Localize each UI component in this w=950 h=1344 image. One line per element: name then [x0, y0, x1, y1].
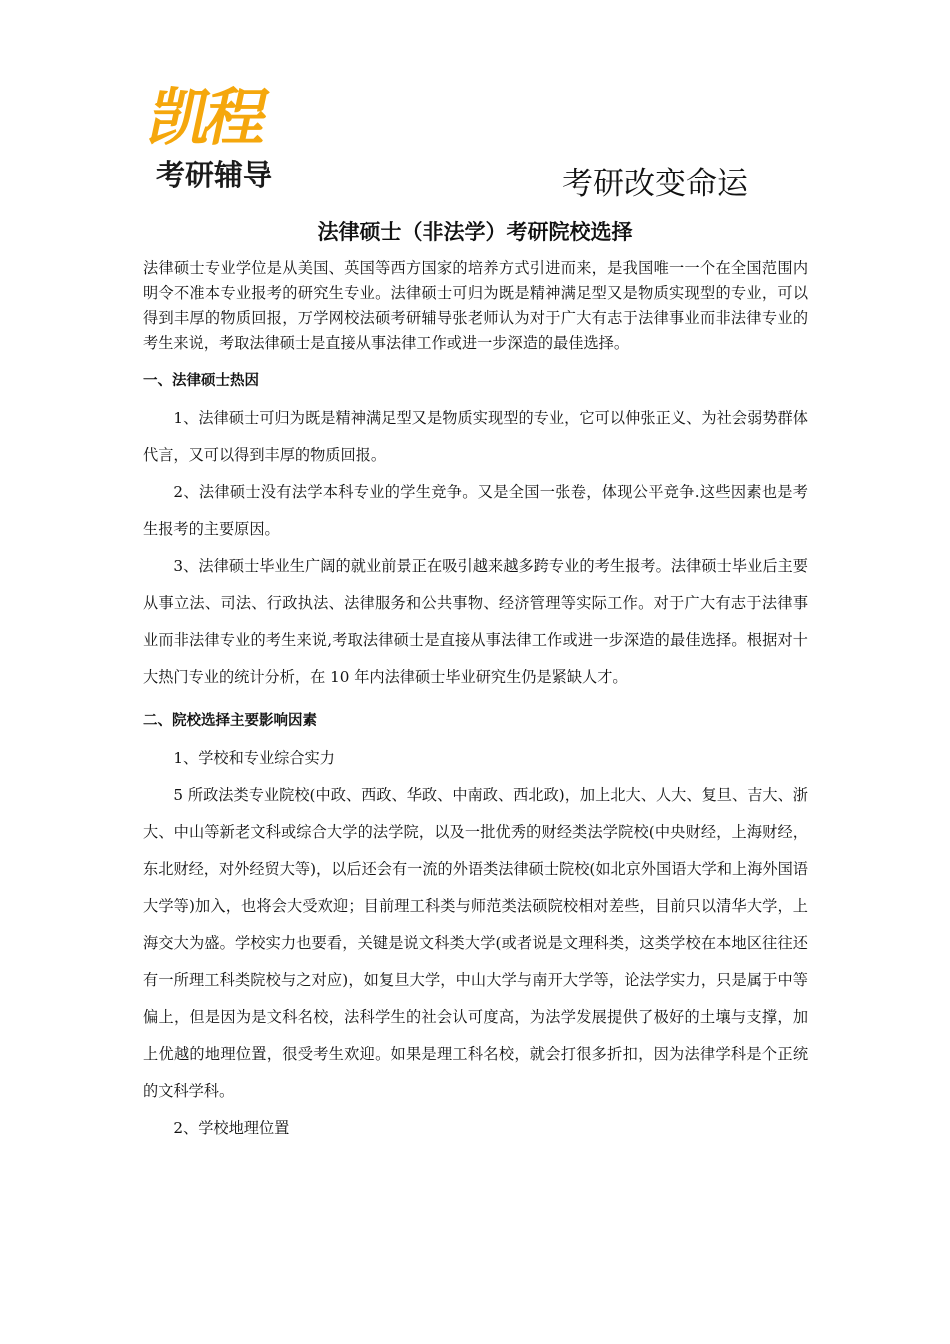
section2-body-1: 5 所政法类专业院校(中政、西政、华政、中南政、西北政)，加上北大、人大、复旦、吉大、浙大、中山等新老文科或综合大学的法学院，以及一批优秀的财经类法学院校(中央财经，上海财经，东北财经，对外经贸大等)，以后还会有一流的外语类法律硕士院校(如北京外国语大学和上海外国语大学等)加入，也将会大受欢迎；目前理工科类与师范类法硕院校相对差些，目前只以清华大学，上海交大为盛。学校实力也要看，关键是说文科类大学(或者说是文理科类，这类学校在本地区往往还有一所理工科类院校与之对应)，如复旦大学，中山大学与南开大学等，论法学实力，只是属于中等偏上，但是因为是文科名校，法科学生的社会认可度高，为法学发展提供了极好的土壤与支撑，加上优越的地理位置，很受考生欢迎。如果是理工科名校，就会打很多折扣，因为法律学科是个正统的文科学科。: [143, 786, 808, 1100]
logo-brand-mark: 凯程: [142, 81, 270, 154]
section2-subheading-1: 1、学校和专业综合实力: [173, 749, 335, 767]
section-heading-2: 二、院校选择主要影响因素: [143, 713, 317, 729]
logo: [142, 78, 302, 194]
logo-subtitle: 考研辅导: [156, 158, 273, 192]
section2-subheading-2: 2、学校地理位置: [173, 1119, 290, 1137]
section1-item-1: 1、法律硕士可归为既是精神满足型又是物质实现型的专业，它可以伸张正义、为社会弱势群体代言，又可以得到丰厚的物质回报。: [143, 409, 808, 464]
document-body: [143, 256, 808, 1147]
intro-paragraph: 法律硕士专业学位是从美国、英国等西方国家的培养方式引进而来，是我国唯一一个在全国范围内明令不准本专业报考的研究生专业。法律硕士可归为既是精神满足型又是物质实现型的专业，可以得到丰厚的物质回报，万学网校法硕考研辅导张老师认为对于广大有志于法律事业而非法律专业的考生来说，考取法律硕士是直接从事法律工作或进一步深造的最佳选择。: [143, 259, 808, 352]
slogan: 考研改变命运: [562, 166, 748, 202]
section-heading-1: 一、法律硕士热因: [143, 373, 259, 389]
document-title: 法律硕士（非法学）考研院校选择: [317, 220, 633, 244]
section1-item-3: 3、法律硕士毕业生广阔的就业前景正在吸引越来越多跨专业的考生报考。法律硕士毕业后主要从事立法、司法、行政执法、法律服务和公共事物、经济管理等实际工作。对于广大有志于法律事业而非法律专业的考生来说,考取法律硕士是直接从事法律工作或进一步深造的最佳选择。根据对十大热门专业的统计分析，在 10 年内法律硕士毕业研究生仍是紧缺人才。: [143, 557, 808, 686]
section1-item-2: 2、法律硕士没有法学本科专业的学生竞争。又是全国一张卷，体现公平竞争.这些因素也是考生报考的主要原因。: [143, 483, 808, 538]
